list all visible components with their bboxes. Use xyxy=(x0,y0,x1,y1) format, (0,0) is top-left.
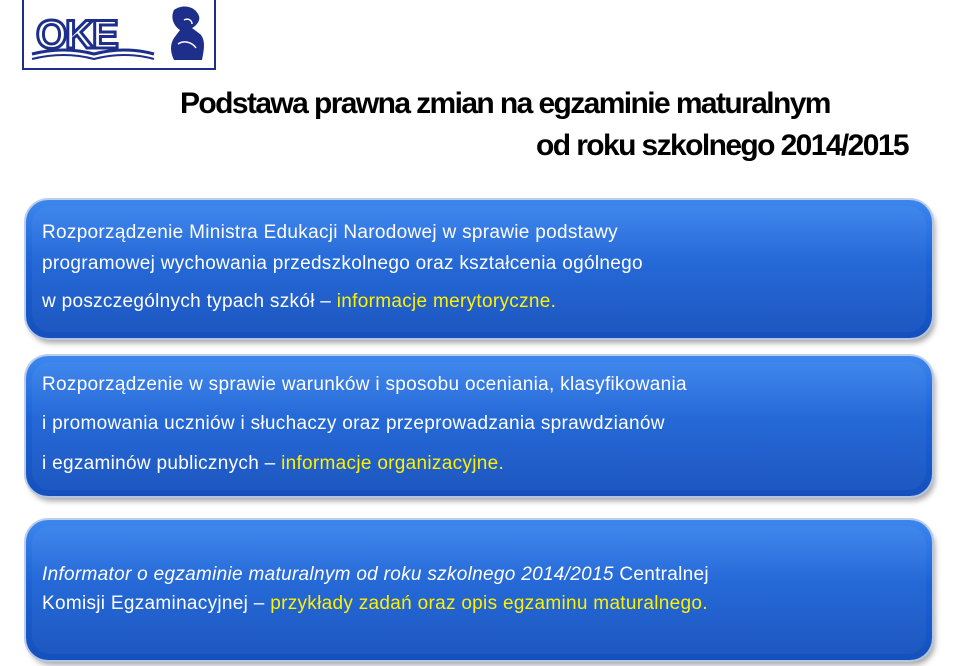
oke-logo xyxy=(22,0,216,70)
info-box-line: Rozporządzenie Ministra Edukacji Narodowej w sprawie podstawy xyxy=(42,222,618,243)
info-box-informator xyxy=(26,520,932,660)
info-box-line: programowej wychowania przedszkolnego oraz kształcenia ogólnego xyxy=(42,253,643,274)
info-box-line: Rozporządzenie w sprawie warunków i sposobu oceniania, klasyfikowania xyxy=(42,374,687,395)
info-box-podstawa-programowa xyxy=(26,200,932,338)
info-box-line xyxy=(42,291,918,313)
book-and-figure-icon xyxy=(24,0,214,66)
page-title-line-1: Podstawa prawna zmian na egzaminie maturalnym xyxy=(180,87,830,120)
info-box-text: Centralnej xyxy=(613,564,709,585)
info-box-highlight: informacje organizacyjne. xyxy=(281,453,505,474)
info-box-text: w poszczególnych typach szkół – xyxy=(42,291,337,312)
info-box-text: Komisji Egzaminacyjnej – xyxy=(42,593,271,614)
info-box-line xyxy=(42,564,918,586)
info-box-text: i egzaminów publicznych – xyxy=(42,453,282,474)
logo-text: OKE xyxy=(36,13,117,57)
info-box-ocenianie xyxy=(26,356,932,496)
info-box-highlight: informacje merytoryczne. xyxy=(336,291,557,312)
info-box-line xyxy=(42,593,918,615)
info-box-highlight: przykłady zadań oraz opis egzaminu maturalnego. xyxy=(270,593,708,614)
info-box-line: i promowania uczniów i słuchaczy oraz przeprowadzania sprawdzianów xyxy=(42,413,665,434)
info-box-line xyxy=(42,453,918,475)
info-box-italic-title: Informator o egzaminie maturalnym od roku szkolnego 2014/2015 xyxy=(42,564,614,585)
page-title-line-2: od roku szkolnego 2014/2015 xyxy=(536,129,908,162)
